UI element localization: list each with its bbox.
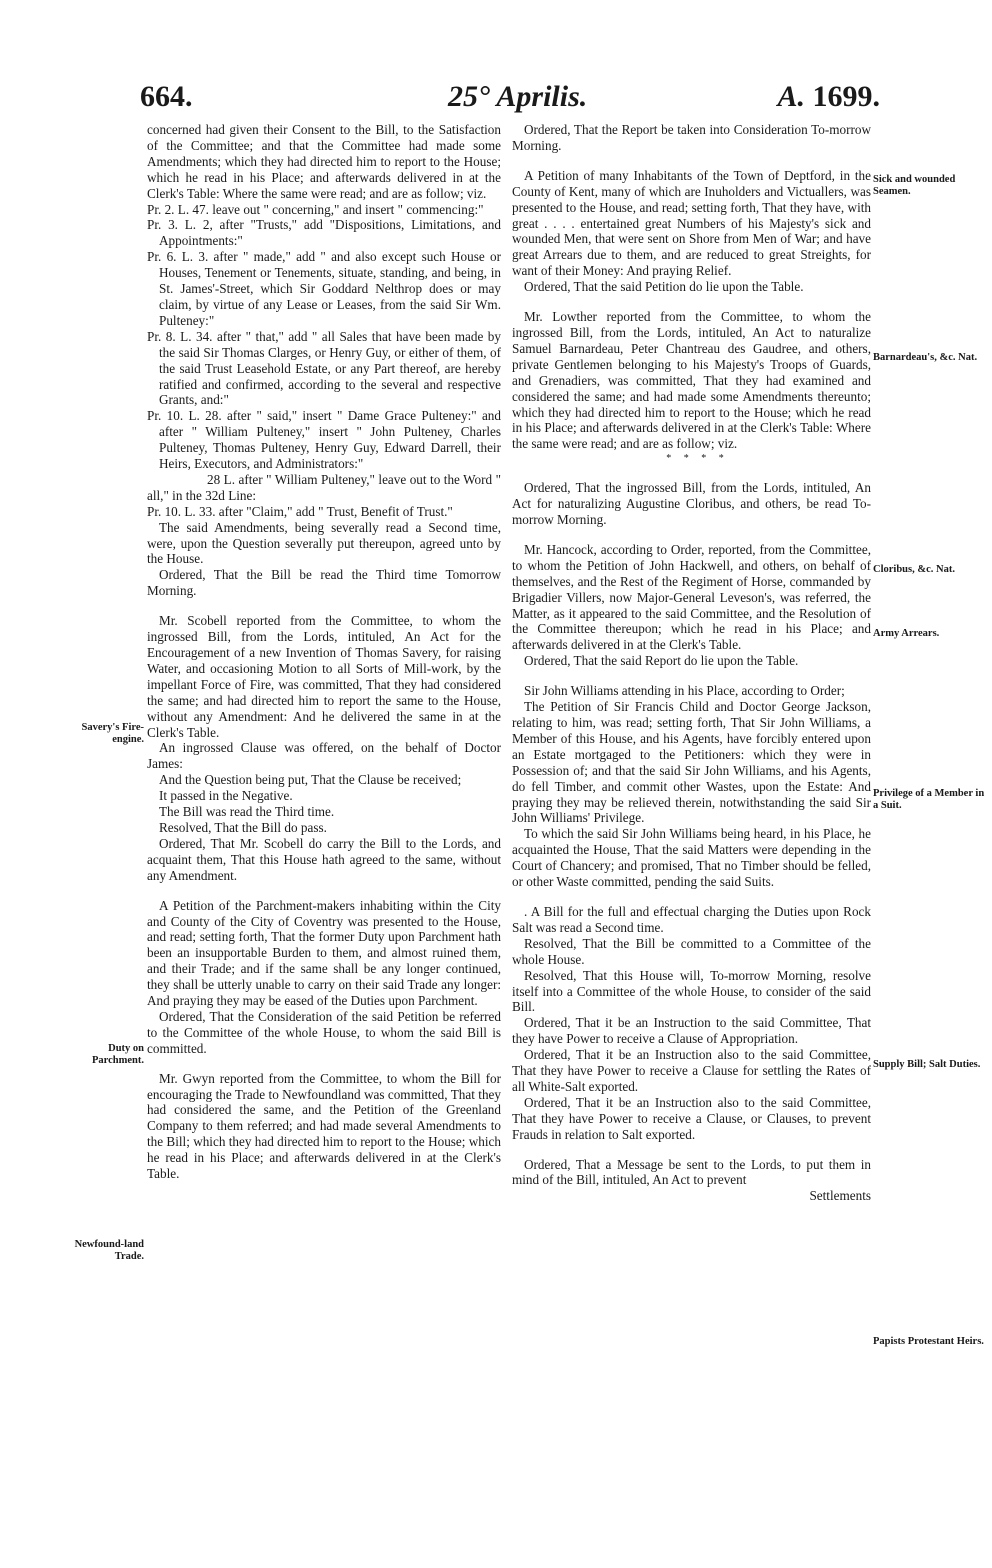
page-number: 664. [140,80,193,113]
margin-note-newfoundland: Newfound-land Trade. [74,1239,144,1262]
margin-note-barnardeau: Barnardeau's, &c. Nat. [873,352,978,363]
paragraph-deptford: A Petition of many Inhabitants of the Town of Deptford, in the County of Kent, many of which are Inuholders and Victuallers, was presented to the House, and read; setting forth, That they have, with great . . . . entertained great Numbers of his Majesty's sick and wounded Men, that were sent on Shore from Men of War; and have great Arrears due to them, and are reduced to great Streights, for want of their Money: And praying Relief. [512,167,871,279]
paragraph-lowther: Mr. Lowther reported from the Committee, to whom the ingrossed Bill, from the Lords, intituled, An Act to naturalize Samuel Barnardeau, Peter Chantreau des Gaudree, and others, private Gentlemen belonging to his Majesty's Troops of Guards, and Grenadiers, was committed, That they had examined and considered the same; and had made some Amendments thereunto; which they had directed him to report to the House; which he read in his Place; and afterwards delivered in at the Clerk's Table: Where the same were read; and are as follow; viz. [512,309,871,452]
paragraph: concerned had given their Consent to the Bill, to the Satisfaction of the Committee; and that the Committee had made some Amendments; which they had directed him to report to the House; which he read in his Place; and afterwards delivered in at the Clerk's Table: Where the same were read; and are as follow; viz. [147,122,501,201]
paragraph-parchment: A Petition of the Parchment-makers inhabiting within the City and County of the City of Coventry was presented to the House, and read; setting forth, That the former Duty upon Parchment hath been an insupportable Burden to them, and almost ruined them, and their Trade; and if the same shall be any longer continued, they shall be utterly unable to carry on their said Trade any longer: And praying they may be eased of the Duties upon Parchment. [147,897,501,1009]
paragraph: Resolved, That the Bill do pass. [159,819,327,835]
paragraph: The said Amendments, being severally read a Second time, were, upon the Question severally put thereupon, agreed unto by the House. [147,519,501,567]
page-year [777,80,880,114]
paragraph-newfoundland: Mr. Gwyn reported from the Committee, to whom the Bill for encouraging the Trade to Newfoundland was committed, That they had considered the same, and the Petition of the Greenland Company to them referred; and had made several Amendments to the Bill; which they had directed him to report to the House; which he read in his Place; and afterwards delivered in at the Clerk's Table. [147,1070,501,1182]
margin-note-cloribus: Cloribus, &c. Nat. [873,564,955,575]
right-column [512,122,871,1204]
paragraph: Ordered, That it be an Instruction also to the said Committee, That they have Power to receive a Clause for settling the Rates of all White-Salt exported. [512,1047,871,1094]
catchword: Settlements [809,1188,871,1204]
order-paragraph: Ordered, That the Report be taken into Consideration To-morrow Morning. [512,122,871,153]
paragraph: Ordered, That it be an Instruction to the said Committee, That they have Power to receive a Clause of Appropriation. [512,1015,871,1047]
left-column [147,122,501,1182]
order-paragraph: Ordered, That the Bill be read the Third time Tomorrow Morning. [147,567,501,599]
paragraph: An ingrossed Clause was offered, on the behalf of Doctor James: [147,740,501,772]
margin-note-supply: Supply Bill; Salt Duties. [873,1059,981,1070]
paragraph: Ordered, That Mr. Scobell do carry the Bill to the Lords, and acquaint them, That this House hath agreed to the same, without any Amendment. [147,835,501,883]
paragraph: The Bill was read the Third time. [159,804,335,820]
margin-note-army: Army Arrears. [873,628,940,639]
margin-note-parchment: Duty on Parchment. [91,1043,144,1066]
omission-stars: * * * * [666,453,729,465]
amendment-line: Pr. 2. L. 47. leave out " concerning," and insert " commencing:" [147,201,484,217]
paragraph: And the Question being put, That the Clause be received; [159,772,462,788]
paragraph: It passed in the Negative. [159,788,293,804]
margin-note-privilege: Privilege of a Member in a Suit. [873,788,985,811]
paragraph: To which the said Sir John Williams being heard, in his Place, he acquainted the House, That the said Matters were depending in the Court of Chancery; and promised, That no Timber should be felled, or other Waste committed, pending the said Suits. [512,826,871,890]
amendment-line: Pr. 3. L. 2, after "Trusts," add "Dispositions, Limitations, and Appointments:" [147,217,501,249]
paragraph: The Petition of Sir Francis Child and Doctor George Jackson, relating to him, was read; setting forth, That Sir John Williams, a Member of this House, and his Agents, have forcibly entered upon an Estate mortgaged to the Petitioners: which they were in Possession of; and that the said Sir John Williams, and his Agents, do fell Timber, and commit other Wastes, upon the Estate: And praying they may be relieved therein, notwithstanding the said Sir John Williams' Privilege. [512,699,871,826]
margin-note-papists: Papists Protestant Heirs. [873,1336,984,1347]
amendment-line: Pr. 6. L. 3. after " made," add " and also except such House or Houses, Tenement or Tenements, situate, standing, and being, in St. James'-Street, which Sir Goddard Nelthrop does or may claim, by virtue of any Lease or Leases, from the said Sir Wm. Pulteney:" [147,249,501,328]
amendment-line: Pr. 10. L. 33. after "Claim," add " Trust, Benefit of Trust." [147,503,453,519]
paragraph: Ordered, That it be an Instruction also to the said Committee, That they have Power to receive a Clause, or Clauses, to prevent Frauds in relation to Salt exported. [512,1094,871,1142]
order-paragraph: Ordered, That the said Petition do lie upon the Table. [524,279,804,295]
year-prefix: A. [777,80,805,113]
amendment-line: 28 L. after " William Pulteney," leave out to the Word " all," in the 32d Line: [147,471,501,503]
paragraph-message: Ordered, That a Message be sent to the Lords, to put them in mind of the Bill, intituled, An Act to prevent [512,1156,871,1188]
paragraph: Ordered, That the Consideration of the said Petition be referred to the Committee of the whole House, to whom the said Bill is committed. [147,1008,501,1056]
margin-note-sick-seamen: Sick and wounded Seamen. [873,174,956,197]
paragraph-salt-bill: . A Bill for the full and effectual charging the Duties upon Rock Salt was read a Second time. [512,903,871,935]
paragraph: Resolved, That this House will, To-morrow Morning, resolve itself into a Committee of the whole House, to consider of the said Bill. [512,967,871,1015]
page-date: 25° Aprilis. [448,80,588,113]
amendment-line: Pr. 10. L. 28. after " said," insert " Dame Grace Pulteney:" and after " William Pulteney," insert " John Pulteney, Charles Pulteney, Thomas Pulteney, Henry Guy, Edward Darrell, their Heirs, Executors, and Administrators:" [147,408,501,472]
page-header [140,80,880,124]
amendment-line: Pr. 8. L. 34. after " that," add " all Sales that have been made by the said Sir Thomas Clarges, or Henry Guy, or either of them, of the said Trust Leasehold Estate, or any Part thereof, are hereby ratified and confirmed, according to the several and respective Grants, and:" [147,328,501,408]
margin-note-savery: Savery's Fire-engine. [81,722,144,745]
paragraph-cloribus: Ordered, That the ingrossed Bill, from the Lords, intituled, An Act for naturalizing Augustine Cloribus, and others, be read To-morrow Morning. [512,480,871,528]
year-value: 1699. [812,80,880,113]
paragraph: Resolved, That the Bill be committed to a Committee of the whole House. [512,935,871,967]
paragraph-williams: Sir John Williams attending in his Place, according to Order; [524,683,845,699]
paragraph-hancock: Mr. Hancock, according to Order, reported, from the Committee, to whom the Petition of John Hackwell, and others, on behalf of themselves, and the Rest of the Regiment of Horse, commanded by Brigadier Villers, now Major-General Leveson's, was referred, the Matter, as it appeared to the said Committee, and the Resolution of the Committee thereupon; which he read in his Place; and afterwards delivered in at the Clerk's Table. [512,541,871,653]
order-paragraph: Ordered, That the said Report do lie upon the Table. [524,653,799,669]
paragraph-savery: Mr. Scobell reported from the Committee, to whom the ingrossed Bill, from the Lords, intituled, An Act for the Encouragement of a new Invention of Thomas Savery, for raising Water, and occasioning Motion to all Sorts of Mill-work, by the impellant Force of Fire, was committed, That they had considered the same; and had directed him to report the same to the House, without any Amendment: And he delivered the same in at the Clerk's Table. [147,613,501,740]
